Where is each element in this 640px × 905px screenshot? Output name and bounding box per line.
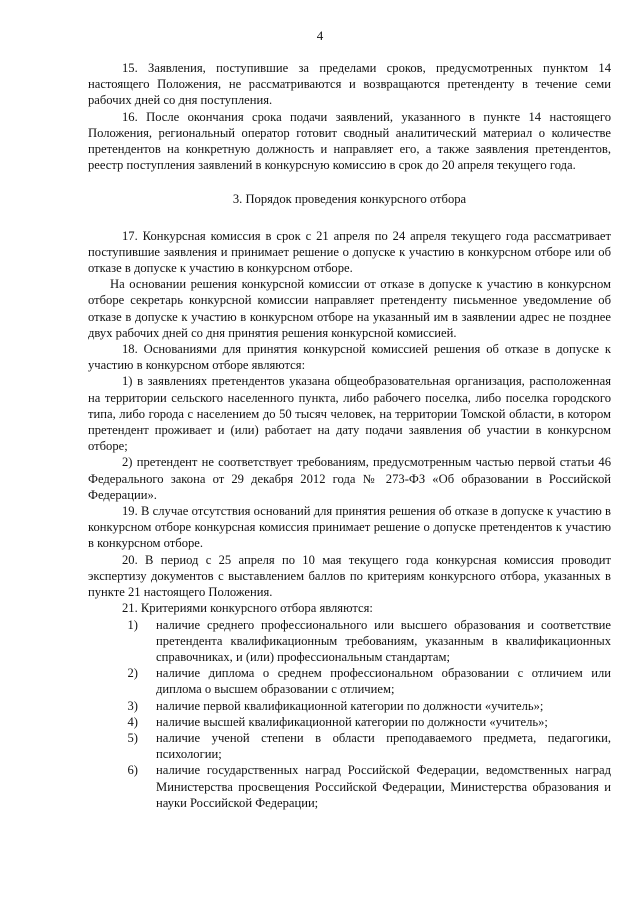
criteria-number: 6) <box>127 763 138 778</box>
criteria-text: наличие высшей квалификационной категории по должности «учитель»; <box>156 714 548 729</box>
criteria-item <box>88 665 611 697</box>
page-number: 4 <box>316 28 324 43</box>
paragraph-17: 17. Конкурсная комиссия в срок с 21 апреля по 24 апреля текущего года рассматривает поступившие заявления и принимает решение о допуске к участию в конкурсном отборе или об отказе в допуске к участию в конкурсном отборе. <box>88 228 611 276</box>
criteria-number: 2) <box>127 666 138 681</box>
criteria-text: наличие государственных наград Российской Федерации, ведомственных наград Министерства просвещения Российской Федерации, Министерства образования и науки Российской Федерации; <box>156 763 611 810</box>
criteria-number: 3) <box>127 698 138 713</box>
criteria-number: 4) <box>127 714 138 729</box>
criteria-text: наличие ученой степени в области преподаваемого предмета, педагогики, психологии; <box>156 730 611 762</box>
paragraph-16: 16. После окончания срока подачи заявлений, указанного в пункте 14 настоящего Положения, региональный оператор готовит сводный аналитический материал о количестве претендентов на конкретную должность и направляет его, а также заявления претендентов, реестр поступления заявлений в конкурсную комиссию в срок до 20 апреля текущего года. <box>88 109 611 173</box>
criteria-number: 5) <box>127 730 138 745</box>
document-body <box>88 60 611 811</box>
paragraph-21: 21. Критериями конкурсного отбора являются: <box>122 601 373 616</box>
criteria-item <box>88 762 611 811</box>
criteria-item <box>88 617 611 666</box>
criteria-item <box>88 730 611 762</box>
section-heading: 3. Порядок проведения конкурсного отбора <box>232 192 467 207</box>
criteria-item <box>88 698 611 714</box>
criteria-item <box>88 714 611 730</box>
paragraph-18-item-1: 1) в заявлениях претендентов указана общеобразовательная организация, расположенная на территории сельского населенного пункта, либо рабочего поселка, либо поселка городского типа, либо города с населением до 50 тысяч человек, на территории Томской области, в котором претендент проживает и (или) работает на дату подачи заявления об участии в конкурсном отборе; <box>88 374 611 454</box>
criteria-text: наличие среднего профессионального или высшего образования и соответствие претендента квалификационным требованиям, указанным в квалификационных справочниках, и (или) профессиональным стандартам; <box>156 617 611 664</box>
criteria-text: наличие диплома о среднем профессиональном образовании с отличием или диплома о высшем образовании с отличием; <box>156 666 611 697</box>
paragraph-17-notice: На основании решения конкурсной комиссии от отказе в допуске к участию в конкурсном отборе секретарь конкурсной комиссии направляет претенденту письменное уведомление об отказе в допуске к участию в конкурсном отборе на указанный им в заявлении адрес не позднее двух рабочих дней со дня принятия решения конкурсной комиссией. <box>88 277 611 340</box>
paragraph-18-item-2: 2) претендент не соответствует требованиям, предусмотренным частью первой статьи 46 Федерального закона от 29 декабря 2012 года № 273-ФЗ «Об образовании в Российской Федерации». <box>88 455 611 502</box>
criteria-text: наличие первой квалификационной категории по должности «учитель»; <box>156 698 544 713</box>
criteria-number: 1) <box>127 617 138 632</box>
paragraph-15: 15. Заявления, поступившие за пределами сроков, предусмотренных пунктом 14 настоящего Положения, не рассматриваются и возвращаются претенденту в течение семи рабочих дней со дня поступления. <box>88 61 611 108</box>
paragraph-18: 18. Основаниями для принятия конкурсной комиссией решения об отказе в допуске к участию в конкурсном отборе являются: <box>88 342 611 373</box>
paragraph-19: 19. В случае отсутствия оснований для принятия решения об отказе в допуске к участию в конкурсном отборе конкурсная комиссия принимает решение о допуске претендентов к участию в конкурсном отборе. <box>88 504 611 551</box>
paragraph-20: 20. В период с 25 апреля по 10 мая текущего года конкурсная комиссия проводит экспертизу документов с выставлением баллов по критериям конкурсного отбора, указанных в пункте 21 настоящего Положения. <box>88 552 611 600</box>
